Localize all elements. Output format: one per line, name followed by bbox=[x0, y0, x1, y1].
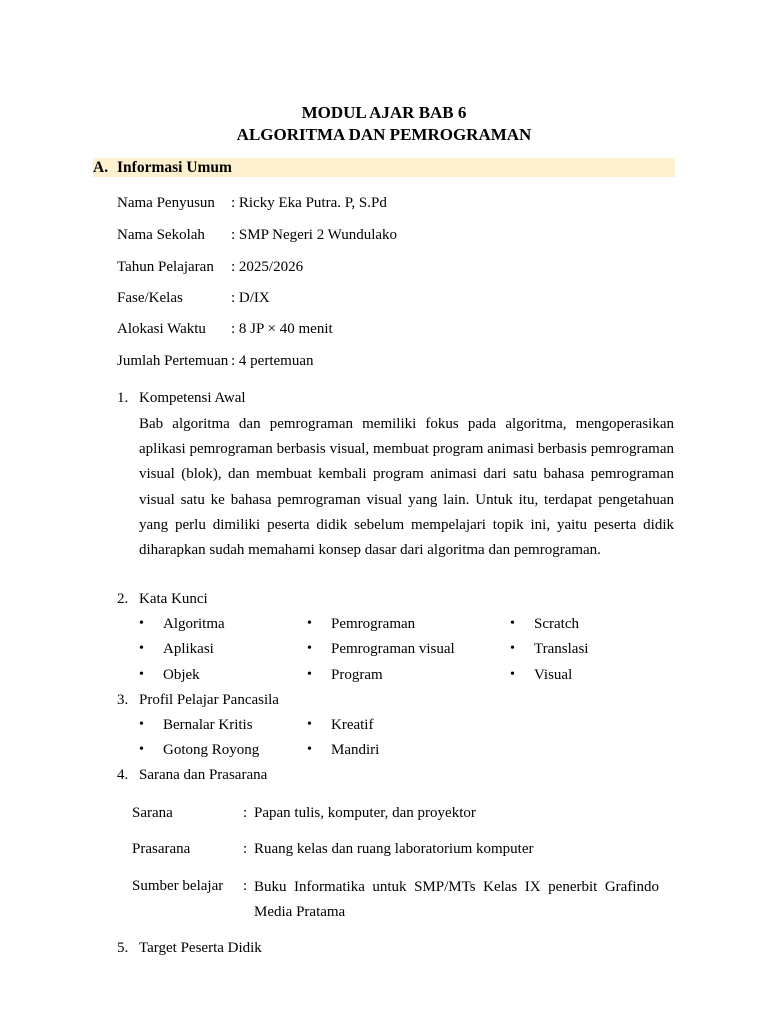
keyword-text: Visual bbox=[534, 667, 573, 683]
item-number: 2. bbox=[117, 591, 129, 607]
keyword-text: Aplikasi bbox=[163, 641, 214, 657]
profil-text: Gotong Royong bbox=[163, 742, 260, 758]
item-number: 4. bbox=[117, 767, 129, 783]
keyword-text: Algoritma bbox=[163, 616, 225, 632]
info-value: : D/IX bbox=[231, 290, 270, 306]
info-label: Nama Penyusun bbox=[117, 195, 215, 211]
section-title: Informasi Umum bbox=[117, 159, 232, 176]
document-subtitle: ALGORITMA DAN PEMROGRAMAN bbox=[236, 125, 532, 144]
sarana-value: Papan tulis, komputer, dan proyektor bbox=[254, 805, 476, 821]
bullet-icon: • bbox=[510, 616, 515, 631]
info-label: Tahun Pelajaran bbox=[117, 259, 214, 275]
profil-text: Kreatif bbox=[331, 717, 374, 733]
bullet-icon: • bbox=[307, 616, 312, 631]
sumber-belajar-label: Sumber belajar bbox=[132, 878, 224, 894]
info-value: : SMP Negeri 2 Wundulako bbox=[231, 227, 398, 243]
keyword-text: Pemrograman bbox=[331, 616, 416, 632]
keyword-text: Objek bbox=[163, 667, 200, 683]
prasarana-value: Ruang kelas dan ruang laboratorium komputer bbox=[254, 841, 534, 857]
bullet-icon: • bbox=[510, 667, 515, 682]
info-label: Jumlah Pertemuan bbox=[117, 353, 229, 369]
item-label: Kompetensi Awal bbox=[139, 390, 246, 406]
keyword-text: Program bbox=[331, 667, 383, 683]
bullet-icon: • bbox=[139, 641, 144, 656]
bullet-icon: • bbox=[307, 717, 312, 732]
bullet-icon: • bbox=[307, 641, 312, 656]
item-label: Kata Kunci bbox=[139, 591, 208, 607]
info-label: Fase/Kelas bbox=[117, 290, 183, 306]
bullet-icon: • bbox=[510, 641, 515, 656]
info-label: Nama Sekolah bbox=[117, 227, 205, 243]
info-value: : 8 JP × 40 menit bbox=[231, 321, 333, 337]
bullet-icon: • bbox=[139, 717, 144, 732]
section-letter: A. bbox=[93, 159, 109, 176]
info-label: Alokasi Waktu bbox=[117, 321, 206, 337]
item-number: 3. bbox=[117, 692, 129, 708]
profil-text: Mandiri bbox=[331, 742, 380, 758]
sumber-belajar-line-1: Buku Informatika untuk SMP/MTs Kelas IX penerbit Grafindo bbox=[254, 879, 659, 895]
item-number: 5. bbox=[117, 940, 129, 956]
document-title: MODUL AJAR BAB 6 bbox=[301, 103, 467, 122]
item-number: 1. bbox=[117, 390, 129, 406]
sarana-label: Sarana bbox=[132, 805, 173, 821]
sumber-belajar-line-2: Media Pratama bbox=[254, 904, 346, 920]
section-a-heading bbox=[93, 158, 675, 177]
bullet-icon: • bbox=[139, 667, 144, 682]
keyword-text: Scratch bbox=[534, 616, 579, 632]
item-label: Sarana dan Prasarana bbox=[139, 767, 268, 783]
profil-text: Bernalar Kritis bbox=[163, 717, 253, 733]
item-label: Profil Pelajar Pancasila bbox=[139, 692, 279, 708]
sumber-belajar-colon: : bbox=[243, 878, 248, 894]
sumber-belajar-value bbox=[254, 875, 659, 925]
sarana-colon: : bbox=[243, 805, 248, 821]
prasarana-label: Prasarana bbox=[132, 841, 191, 857]
prasarana-colon: : bbox=[243, 841, 248, 857]
bullet-icon: • bbox=[307, 742, 312, 757]
bullet-icon: • bbox=[307, 667, 312, 682]
keyword-text: Pemrograman visual bbox=[331, 641, 455, 657]
info-value: : Ricky Eka Putra. P, S.Pd bbox=[231, 195, 387, 211]
bullet-icon: • bbox=[139, 616, 144, 631]
bullet-icon: • bbox=[139, 742, 144, 757]
info-value: : 2025/2026 bbox=[231, 259, 304, 275]
keyword-text: Translasi bbox=[534, 641, 589, 657]
kompetensi-paragraph: Bab algoritma dan pemrograman memiliki fokus pada algoritma, mengoperasikan aplikasi pemrograman berbasis visual, membuat program animasi berbasis pemrograman visual (blok), dan membuat kembali program animasi dari satu bahasa pemrograman visual satu ke bahasa pemrograman visual yang lain. Untuk itu, terdapat pengetahuan yang perlu dimiliki peserta didik sebelum mempelajari topik ini, yaitu peserta didik diharapkan sudah memahami konsep dasar dari algoritma dan pemrograman. bbox=[139, 416, 674, 559]
item-label: Target Peserta Didik bbox=[139, 940, 262, 956]
info-value: : 4 pertemuan bbox=[231, 353, 314, 369]
